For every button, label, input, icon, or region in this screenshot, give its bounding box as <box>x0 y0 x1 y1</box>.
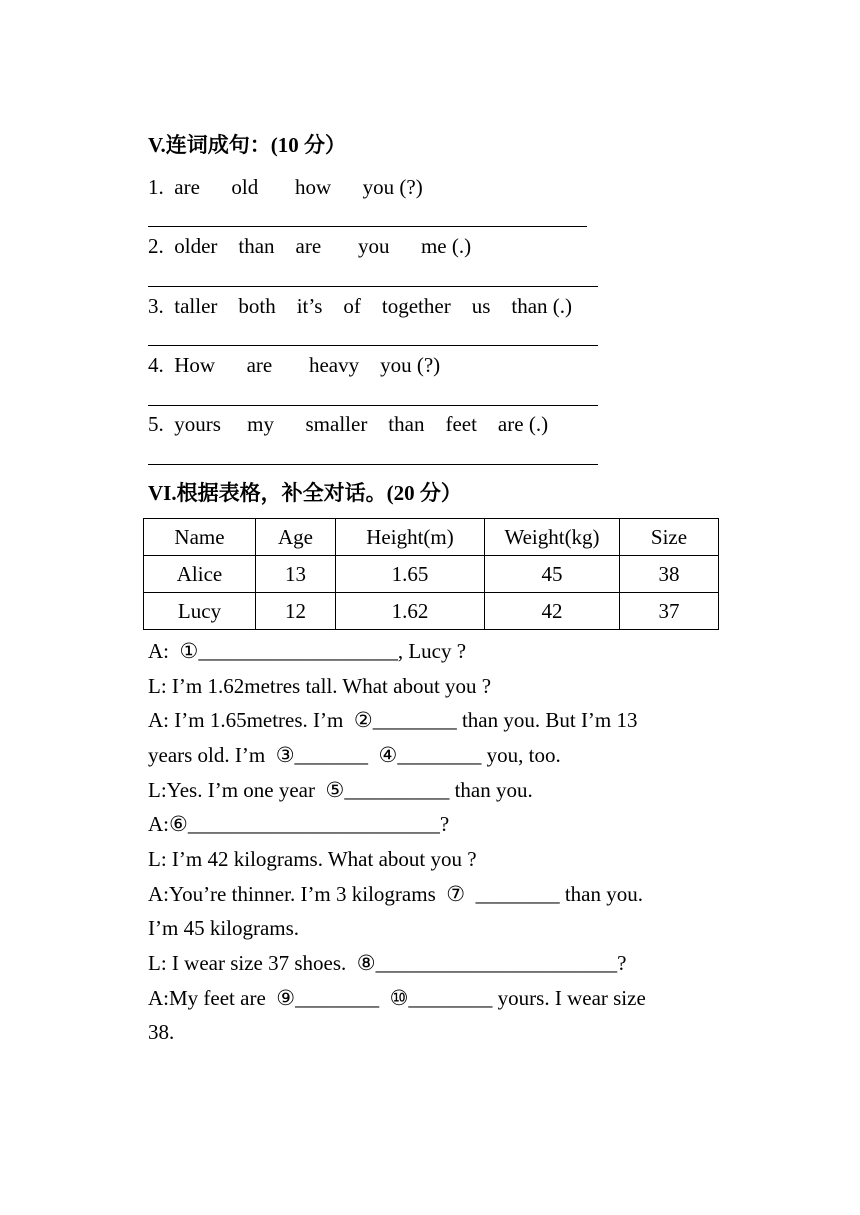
sentence-item-5: 5. yours my smaller than feet are (.) <box>148 412 549 436</box>
dialogue-line-1: A: ①___________________, Lucy ? <box>148 639 467 663</box>
header-size: Size <box>620 519 719 556</box>
dialogue-line-12: 38. <box>148 1020 175 1044</box>
table-row <box>144 556 719 593</box>
answer-line-1 <box>148 226 587 227</box>
table-cell: 12 <box>256 593 336 630</box>
dialogue-line-6: A:⑥________________________? <box>148 812 450 836</box>
dialogue-line-11: A:My feet are ⑨________ ⑩________ yours. I wear size <box>148 986 646 1010</box>
sentence-item-4: 4. How are heavy you (?) <box>148 353 441 377</box>
dialogue-line-8: A:You’re thinner. I’m 3 kilograms ⑦ ________ than you. <box>148 882 643 906</box>
table-cell: 45 <box>485 556 620 593</box>
dialogue-line-3: A: I’m 1.65metres. I’m ②________ than you. But I’m 13 <box>148 708 638 732</box>
header-height: Height(m) <box>336 519 485 556</box>
answer-line-5 <box>148 464 598 465</box>
table-cell: 37 <box>620 593 719 630</box>
dialogue-line-2: L: I’m 1.62metres tall. What about you ? <box>148 674 492 698</box>
dialogue-line-4: years old. I’m ③_______ ④________ you, too. <box>148 743 561 767</box>
dialogue-line-7: L: I’m 42 kilograms. What about you ? <box>148 847 477 871</box>
table-cell: 13 <box>256 556 336 593</box>
section-6-title: VI.根据表格，补全对话。(20 分） <box>148 481 462 505</box>
table-cell: Lucy <box>144 593 256 630</box>
table-cell: 1.65 <box>336 556 485 593</box>
dialogue-line-9: I’m 45 kilograms. <box>148 916 300 940</box>
table-header-row <box>144 519 719 556</box>
table-cell: 1.62 <box>336 593 485 630</box>
sentence-item-3: 3. taller both it’s of together us than (.) <box>148 294 573 318</box>
sentence-item-1: 1. are old how you (?) <box>148 175 423 199</box>
table-cell: Alice <box>144 556 256 593</box>
dialogue-line-5: L:Yes. I’m one year ⑤__________ than you. <box>148 778 533 802</box>
table-cell: 42 <box>485 593 620 630</box>
info-table <box>143 518 719 630</box>
table-row <box>144 593 719 630</box>
header-weight: Weight(kg) <box>485 519 620 556</box>
header-age: Age <box>256 519 336 556</box>
answer-line-2 <box>148 286 598 287</box>
answer-line-4 <box>148 405 598 406</box>
answer-line-3 <box>148 345 598 346</box>
dialogue-line-10: L: I wear size 37 shoes. ⑧_______________________? <box>148 951 627 975</box>
header-name: Name <box>144 519 256 556</box>
sentence-item-2: 2. older than are you me (.) <box>148 234 472 258</box>
table-cell: 38 <box>620 556 719 593</box>
section-5-title: V.连词成句：(10 分） <box>148 133 346 157</box>
